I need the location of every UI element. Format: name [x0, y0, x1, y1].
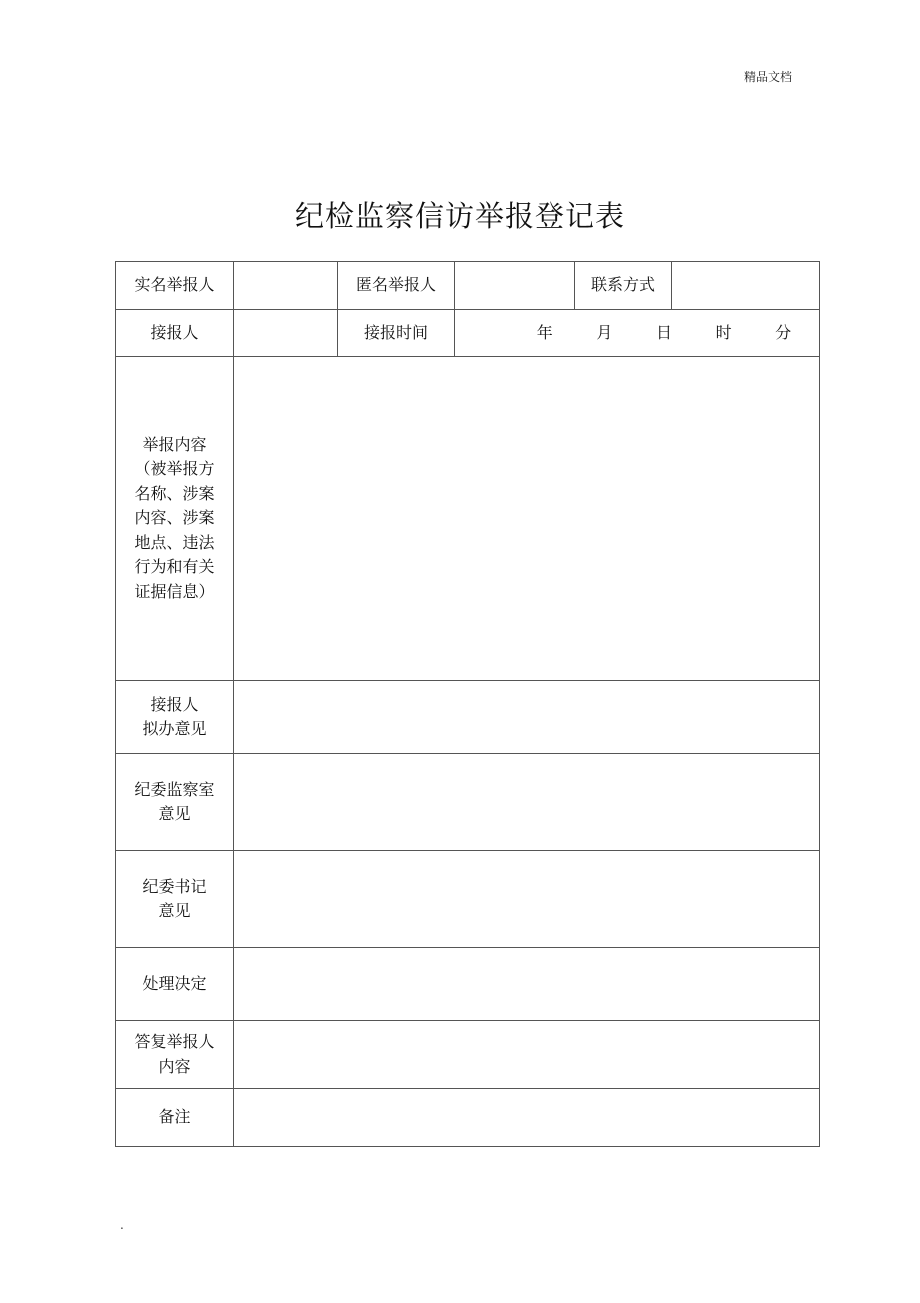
secretary-opinion-line: 纪委书记 — [142, 876, 207, 896]
reply-line: 答复举报人 — [134, 1032, 215, 1051]
decision-label: 处理决定 — [116, 948, 234, 1021]
report-content-field[interactable] — [234, 357, 820, 681]
footer-dot: . — [120, 1218, 124, 1232]
time-unit-hour: 时 — [715, 322, 732, 342]
supervision-opinion-line: 意见 — [158, 804, 191, 823]
supervision-office-opinion-label — [116, 754, 234, 851]
contact-field[interactable] — [672, 262, 820, 310]
anonymous-reporter-field[interactable] — [455, 262, 575, 310]
supervision-office-opinion-field[interactable] — [234, 754, 820, 851]
registration-form — [115, 261, 820, 1147]
report-content-line: 地点、违法 — [134, 532, 215, 552]
secretary-opinion-label — [116, 851, 234, 948]
header-note: 精品文档 — [744, 70, 793, 84]
time-unit-month: 月 — [596, 322, 613, 342]
report-content-line: 名称、涉案 — [134, 483, 215, 503]
reply-line: 内容 — [158, 1056, 191, 1076]
report-content-line: （被举报方 — [134, 459, 215, 479]
report-content-label — [116, 357, 234, 681]
time-unit-year: 年 — [536, 322, 553, 342]
time-unit-day: 日 — [655, 322, 672, 342]
receiver-label: 接报人 — [116, 310, 234, 357]
receiver-opinion-label — [116, 681, 234, 754]
decision-field[interactable] — [234, 948, 820, 1021]
receiver-opinion-field[interactable] — [234, 681, 820, 754]
report-content-line: 举报内容 — [142, 434, 207, 454]
contact-label: 联系方式 — [575, 262, 672, 310]
reply-content-label — [116, 1021, 234, 1089]
receiver-opinion-line: 拟办意见 — [142, 719, 207, 738]
real-name-reporter-field[interactable] — [234, 262, 338, 310]
report-content-line: 行为和有关 — [134, 557, 215, 577]
anonymous-reporter-label: 匿名举报人 — [338, 262, 455, 310]
remarks-field[interactable] — [234, 1089, 820, 1147]
receiver-opinion-line: 接报人 — [150, 694, 199, 714]
supervision-opinion-line: 纪委监察室 — [134, 779, 215, 799]
real-name-reporter-label: 实名举报人 — [116, 262, 234, 310]
receive-time-field[interactable] — [455, 310, 820, 357]
page-title: 纪检监察信访举报登记表 — [294, 199, 625, 233]
secretary-opinion-field[interactable] — [234, 851, 820, 948]
remarks-label: 备注 — [116, 1089, 234, 1147]
report-content-line: 证据信息） — [134, 581, 215, 601]
secretary-opinion-line: 意见 — [158, 901, 191, 920]
time-unit-minute: 分 — [775, 322, 792, 342]
receiver-field[interactable] — [234, 310, 338, 357]
receive-time-label: 接报时间 — [338, 310, 455, 357]
reply-content-field[interactable] — [234, 1021, 820, 1089]
report-content-line: 内容、涉案 — [134, 508, 215, 528]
